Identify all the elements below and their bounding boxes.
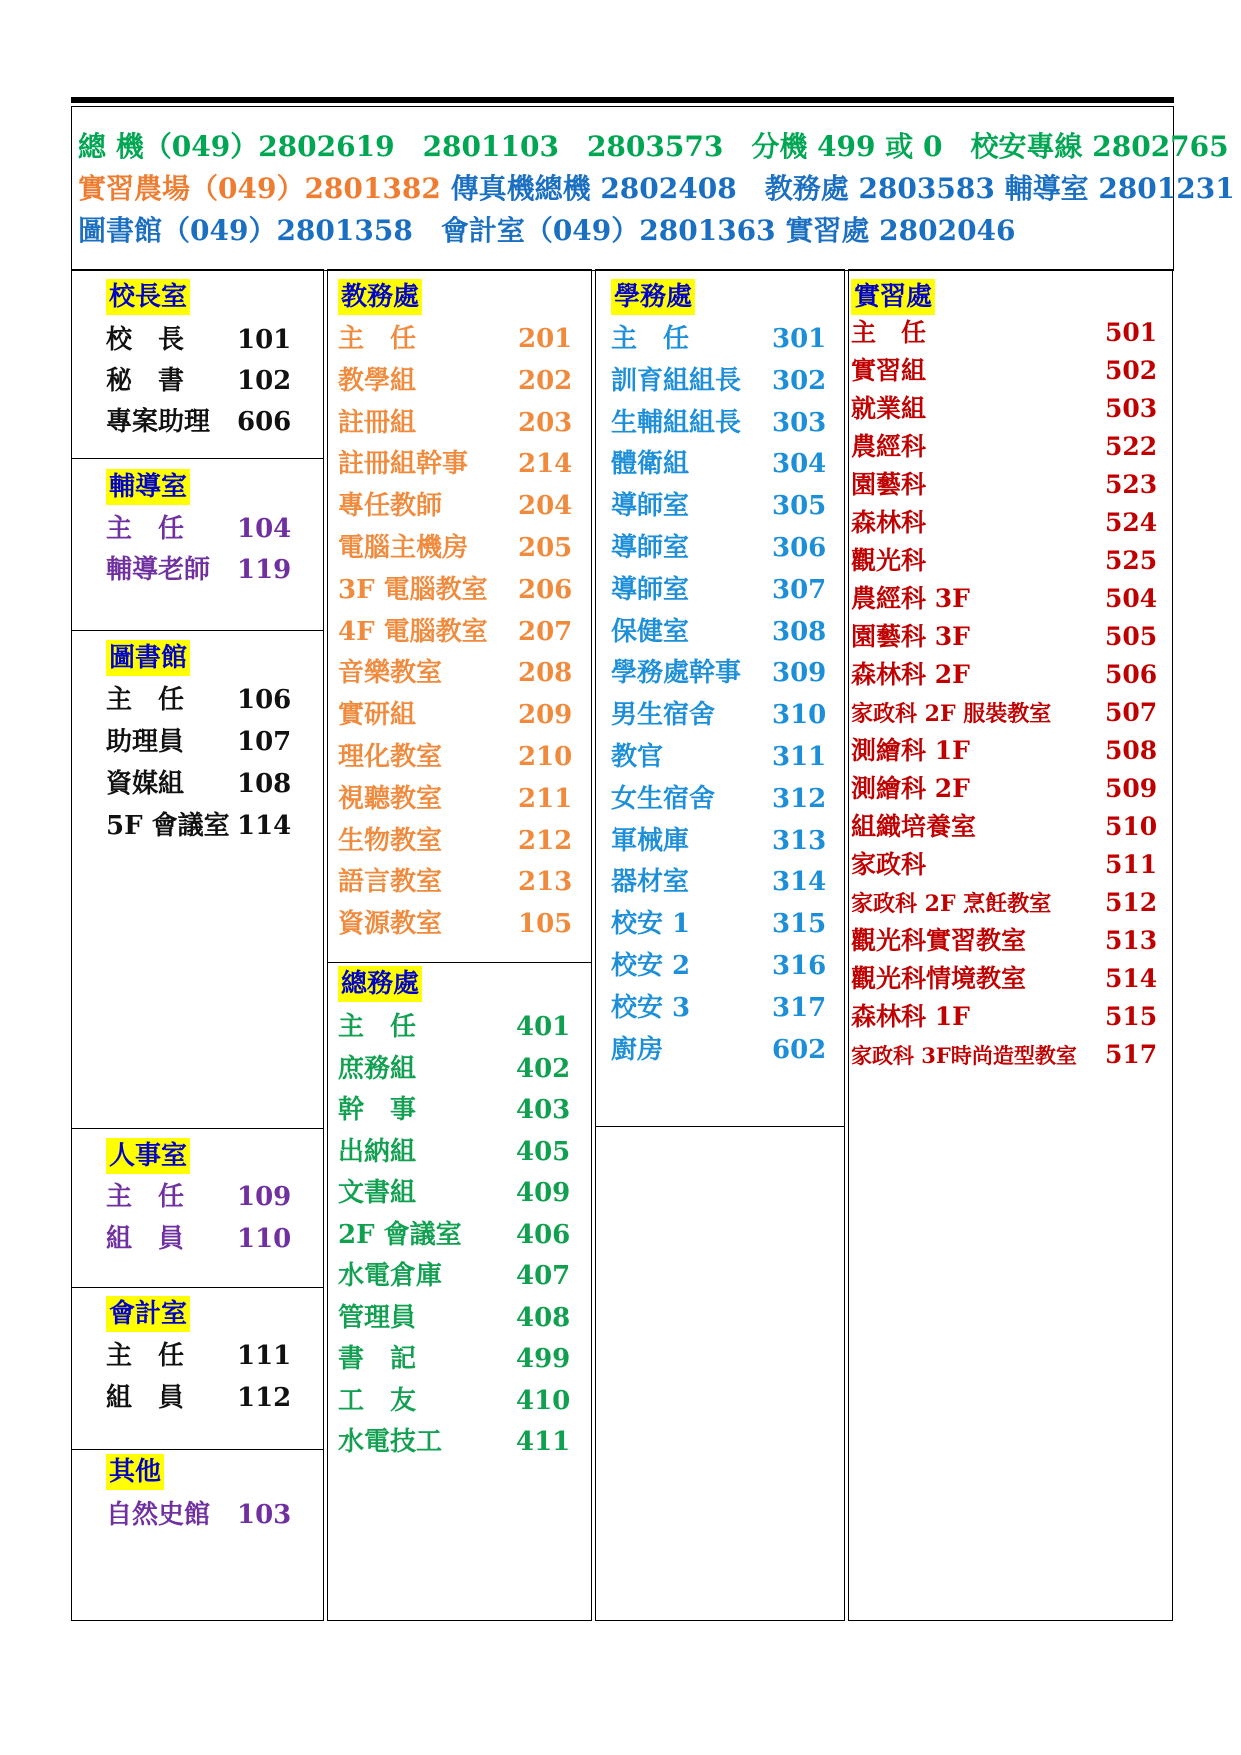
extension-label: 器材室 (611, 867, 690, 898)
extension-label: 主 任 (106, 514, 185, 544)
counseling-title: 輔導室 (106, 469, 190, 505)
extension-label: 主 任 (338, 1012, 417, 1042)
counseling-row (106, 552, 292, 588)
other-title: 其他 (106, 1454, 164, 1490)
library-title: 圖書館 (106, 640, 190, 676)
extension-label: 軍械庫 (611, 825, 690, 856)
general-title: 總務處 (338, 966, 422, 1002)
student-row (611, 572, 827, 608)
extension-label: 家政科 2F 服裝教室 (851, 701, 1052, 727)
extension-label: 主 任 (106, 1341, 185, 1371)
personnel-row (106, 1179, 292, 1215)
student-row (611, 446, 827, 482)
extension-number: 119 (237, 555, 292, 585)
general-row (338, 1009, 571, 1045)
principal-title: 校長室 (106, 279, 190, 315)
practice-row (851, 543, 1158, 579)
extension-number: 411 (516, 1427, 571, 1457)
academic-row (338, 488, 573, 524)
extension-number: 401 (516, 1012, 571, 1042)
student-row (611, 697, 827, 733)
extension-number: 305 (772, 491, 827, 522)
practice-row (851, 695, 1158, 732)
personnel-row (106, 1221, 292, 1257)
extension-label: 保健室 (611, 616, 690, 647)
extension-number: 314 (772, 867, 827, 898)
extension-label: 語言教室 (338, 867, 443, 898)
extension-number: 207 (518, 616, 573, 647)
practice-row (851, 315, 1158, 351)
practice-row (851, 999, 1158, 1035)
extension-label: 家政科 (851, 850, 927, 879)
library-row (106, 808, 292, 844)
extension-number: 499 (516, 1344, 571, 1374)
extension-label: 庶務組 (338, 1053, 417, 1084)
extension-number: 302 (772, 365, 827, 396)
student-row (611, 405, 827, 441)
extension-number: 110 (237, 1224, 292, 1254)
extension-number: 201 (518, 324, 573, 354)
extension-number: 307 (772, 574, 827, 605)
extension-label: 觀光科實習教室 (851, 926, 1027, 955)
extension-number: 209 (518, 700, 573, 731)
extension-number: 203 (518, 407, 573, 438)
header-line-3: 圖書館（049）2801358 會計室（049）2801363 實習處 2802046 (78, 214, 1016, 247)
extension-label: 導師室 (611, 491, 690, 522)
extension-number: 306 (772, 533, 827, 563)
personnel-title: 人事室 (106, 1138, 190, 1174)
extension-label: 2F 會議室 (338, 1219, 462, 1250)
extension-label: 森林科 1F (851, 1002, 970, 1031)
extension-label: 水電倉庫 (338, 1261, 443, 1291)
fax-and-offices: 傳真機總機 2802408 教務處 2803583 輔導室 2801231 (450, 172, 1235, 205)
extension-number: 108 (237, 769, 292, 799)
header-line-2 (78, 167, 1235, 207)
extension-number: 205 (518, 533, 573, 563)
extension-label: 觀光科 (851, 546, 927, 575)
extension-label: 輔導老師 (106, 555, 211, 585)
extension-number: 114 (237, 811, 292, 841)
extension-label: 5F 會議室 (106, 811, 230, 841)
extension-label: 資媒組 (106, 769, 185, 799)
extension-label: 測繪科 1F (851, 736, 970, 765)
extension-label: 體衛組 (611, 449, 690, 480)
farm-phone: 實習農場（049）2801382 (78, 172, 441, 205)
library-row (106, 724, 292, 760)
extension-number: 109 (237, 1182, 292, 1212)
extension-label: 4F 電腦教室 (338, 616, 488, 647)
extension-label: 家政科 3F時尚造型教室 (851, 1043, 1077, 1068)
extension-number: 206 (518, 574, 573, 605)
library-row (106, 766, 292, 802)
extension-number: 214 (518, 449, 573, 480)
principal-row (106, 322, 292, 358)
extension-number: 524 (1105, 508, 1158, 537)
extension-number: 514 (1105, 964, 1158, 993)
academic-row (338, 906, 573, 942)
extension-number: 304 (772, 449, 827, 480)
principal-row (106, 404, 292, 440)
student-title: 學務處 (611, 279, 695, 315)
extension-number: 517 (1105, 1040, 1158, 1069)
extension-label: 觀光科情境教室 (851, 964, 1027, 993)
extension-number: 510 (1105, 812, 1158, 841)
academic-row (338, 446, 573, 482)
extension-number: 105 (518, 909, 573, 940)
counseling-row (106, 511, 292, 547)
extension-label: 管理員 (338, 1302, 417, 1333)
extension-label: 校安 2 (611, 951, 691, 981)
extension-number: 504 (1105, 584, 1158, 613)
academic-row (338, 739, 573, 775)
extension-label: 專案助理 (106, 407, 211, 437)
extension-label: 主 任 (851, 318, 927, 347)
extension-number: 408 (516, 1302, 571, 1333)
academic-row (338, 823, 573, 859)
academic-row (338, 864, 573, 900)
extension-label: 教官 (611, 742, 664, 772)
extension-label: 主 任 (106, 685, 185, 715)
extension-number: 509 (1105, 774, 1158, 803)
student-row (611, 990, 827, 1026)
extension-number: 101 (237, 325, 292, 355)
extension-label: 生物教室 (338, 825, 443, 856)
student-row (611, 321, 827, 357)
extension-number: 102 (237, 366, 292, 396)
extension-label: 電腦主機房 (338, 533, 469, 563)
extension-label: 導師室 (611, 574, 690, 605)
extension-label: 專任教師 (338, 491, 443, 522)
student-empty-box (595, 1126, 845, 1621)
top-rule (71, 97, 1174, 103)
extension-number: 506 (1105, 660, 1158, 689)
extension-number: 405 (516, 1136, 571, 1167)
phone-header (71, 106, 1235, 271)
extension-number: 111 (237, 1341, 292, 1371)
student-row (611, 1032, 827, 1068)
practice-row (851, 353, 1158, 389)
extension-label: 理化教室 (338, 742, 443, 772)
student-row (611, 614, 827, 650)
extension-number: 501 (1105, 318, 1158, 347)
general-row (338, 1217, 571, 1253)
academic-row (338, 321, 573, 357)
extension-label: 森林科 (851, 508, 927, 537)
extension-number: 515 (1105, 1002, 1158, 1031)
other-row (106, 1497, 292, 1533)
academic-row (338, 697, 573, 733)
student-row (611, 488, 827, 524)
extension-label: 森林科 2F (851, 660, 970, 689)
extension-number: 311 (772, 742, 827, 772)
header-line-1: 總 機（049）2802619 2801103 2803573 分機 499 或 0 校安專線 2802765 (78, 130, 1229, 163)
practice-row (851, 1037, 1158, 1074)
extension-number: 522 (1105, 432, 1158, 461)
extension-number: 211 (518, 783, 573, 814)
extension-label: 文書組 (338, 1178, 417, 1208)
student-row (611, 948, 827, 984)
extension-label: 工 友 (338, 1385, 417, 1416)
general-row (338, 1258, 571, 1294)
extension-number: 513 (1105, 926, 1158, 955)
practice-row (851, 847, 1158, 883)
extension-label: 註冊組 (338, 407, 417, 438)
practice-row (851, 885, 1158, 922)
extension-number: 104 (237, 514, 292, 544)
practice-row (851, 733, 1158, 769)
extension-number: 508 (1105, 736, 1158, 765)
practice-row (851, 467, 1158, 503)
extension-label: 音樂教室 (338, 658, 443, 689)
extension-number: 312 (772, 783, 827, 814)
extension-number: 213 (518, 867, 573, 898)
extension-number: 502 (1105, 356, 1158, 385)
extension-number: 512 (1105, 888, 1158, 917)
extension-number: 106 (237, 685, 292, 715)
extension-label: 訓育組組長 (611, 365, 742, 396)
student-row (611, 906, 827, 942)
extension-number: 507 (1105, 698, 1158, 727)
extension-number: 112 (237, 1383, 292, 1413)
extension-number: 407 (516, 1261, 571, 1291)
practice-row (851, 391, 1158, 427)
student-row (611, 781, 827, 817)
extension-label: 組織培養室 (851, 812, 977, 841)
general-row (338, 1175, 571, 1211)
extension-number: 402 (516, 1053, 571, 1084)
extension-label: 組 員 (106, 1383, 185, 1413)
extension-label: 主 任 (106, 1182, 185, 1212)
extension-number: 204 (518, 491, 573, 522)
student-row (611, 530, 827, 566)
extension-label: 主 任 (338, 324, 417, 354)
extension-label: 校 長 (106, 325, 185, 355)
extension-number: 313 (772, 825, 827, 856)
extension-label: 自然史館 (106, 1500, 211, 1530)
extension-number: 606 (237, 407, 292, 437)
general-row (338, 1424, 571, 1460)
practice-row (851, 429, 1158, 465)
extension-label: 園藝科 (851, 470, 927, 499)
academic-row (338, 781, 573, 817)
extension-number: 310 (772, 700, 827, 731)
principal-row (106, 363, 292, 399)
practice-row (851, 505, 1158, 541)
extension-number: 410 (516, 1385, 571, 1416)
extension-label: 資源教室 (338, 909, 443, 940)
extension-label: 水電技工 (338, 1427, 443, 1457)
extension-label: 書 記 (338, 1344, 417, 1374)
general-row (338, 1134, 571, 1170)
extension-number: 602 (772, 1034, 827, 1065)
extension-label: 男生宿舍 (611, 700, 716, 731)
extension-label: 教學組 (338, 365, 417, 396)
academic-row (338, 614, 573, 650)
extension-label: 家政科 2F 烹飪教室 (851, 891, 1052, 917)
extension-number: 301 (772, 324, 827, 354)
academic-row (338, 363, 573, 399)
extension-number: 308 (772, 616, 827, 647)
academic-row (338, 405, 573, 441)
extension-number: 317 (772, 992, 827, 1023)
extension-label: 助理員 (106, 727, 185, 757)
extension-number: 406 (516, 1219, 571, 1250)
extension-label: 視聽教室 (338, 783, 443, 814)
general-row (338, 1092, 571, 1128)
extension-label: 校安 1 (611, 909, 691, 940)
extension-number: 303 (772, 407, 827, 438)
extension-label: 園藝科 3F (851, 622, 970, 651)
extension-label: 女生宿舍 (611, 783, 716, 814)
academic-row (338, 530, 573, 566)
extension-label: 廚房 (611, 1034, 664, 1065)
practice-row (851, 809, 1158, 845)
extension-label: 導師室 (611, 533, 690, 563)
general-row (338, 1051, 571, 1087)
extension-number: 403 (516, 1095, 571, 1125)
extension-number: 107 (237, 727, 292, 757)
extension-label: 3F 電腦教室 (338, 574, 488, 605)
extension-number: 315 (772, 909, 827, 940)
extension-label: 農經科 3F (851, 584, 970, 613)
extension-number: 202 (518, 365, 573, 396)
extension-label: 實研組 (338, 700, 417, 731)
student-row (611, 363, 827, 399)
general-row (338, 1300, 571, 1336)
accounting-row (106, 1380, 292, 1416)
practice-row (851, 581, 1158, 617)
extension-label: 實習組 (851, 356, 927, 385)
extension-number: 523 (1105, 470, 1158, 499)
extension-number: 525 (1105, 546, 1158, 575)
extension-label: 就業組 (851, 394, 927, 423)
student-row (611, 739, 827, 775)
extension-number: 212 (518, 825, 573, 856)
academic-row (338, 572, 573, 608)
extension-label: 註冊組幹事 (338, 449, 469, 480)
academic-row (338, 655, 573, 691)
extension-label: 幹 事 (338, 1095, 417, 1125)
practice-row (851, 923, 1158, 959)
extension-label: 生輔組組長 (611, 407, 742, 438)
practice-row (851, 771, 1158, 807)
extension-number: 210 (518, 742, 573, 772)
library-row (106, 682, 292, 718)
extension-number: 409 (516, 1178, 571, 1208)
extension-label: 主 任 (611, 324, 690, 354)
extension-number: 309 (772, 658, 827, 689)
student-row (611, 864, 827, 900)
practice-row (851, 961, 1158, 997)
accounting-row (106, 1338, 292, 1374)
extension-number: 208 (518, 658, 573, 689)
extension-number: 103 (237, 1500, 292, 1530)
practice-title: 實習處 (851, 279, 935, 315)
extension-number: 503 (1105, 394, 1158, 423)
extension-label: 秘 書 (106, 366, 185, 396)
accounting-title: 會計室 (106, 1296, 190, 1332)
extension-label: 組 員 (106, 1224, 185, 1254)
extension-number: 511 (1105, 850, 1158, 879)
academic-title: 教務處 (338, 279, 422, 315)
extension-label: 測繪科 2F (851, 774, 970, 803)
extension-label: 學務處幹事 (611, 658, 742, 689)
practice-row (851, 657, 1158, 693)
extension-number: 316 (772, 951, 827, 981)
student-row (611, 655, 827, 691)
extension-number: 505 (1105, 622, 1158, 651)
extension-label: 出納組 (338, 1136, 417, 1167)
general-row (338, 1341, 571, 1377)
extension-label: 校安 3 (611, 992, 691, 1023)
student-row (611, 823, 827, 859)
general-row (338, 1383, 571, 1419)
practice-row (851, 619, 1158, 655)
extension-label: 農經科 (851, 432, 927, 461)
